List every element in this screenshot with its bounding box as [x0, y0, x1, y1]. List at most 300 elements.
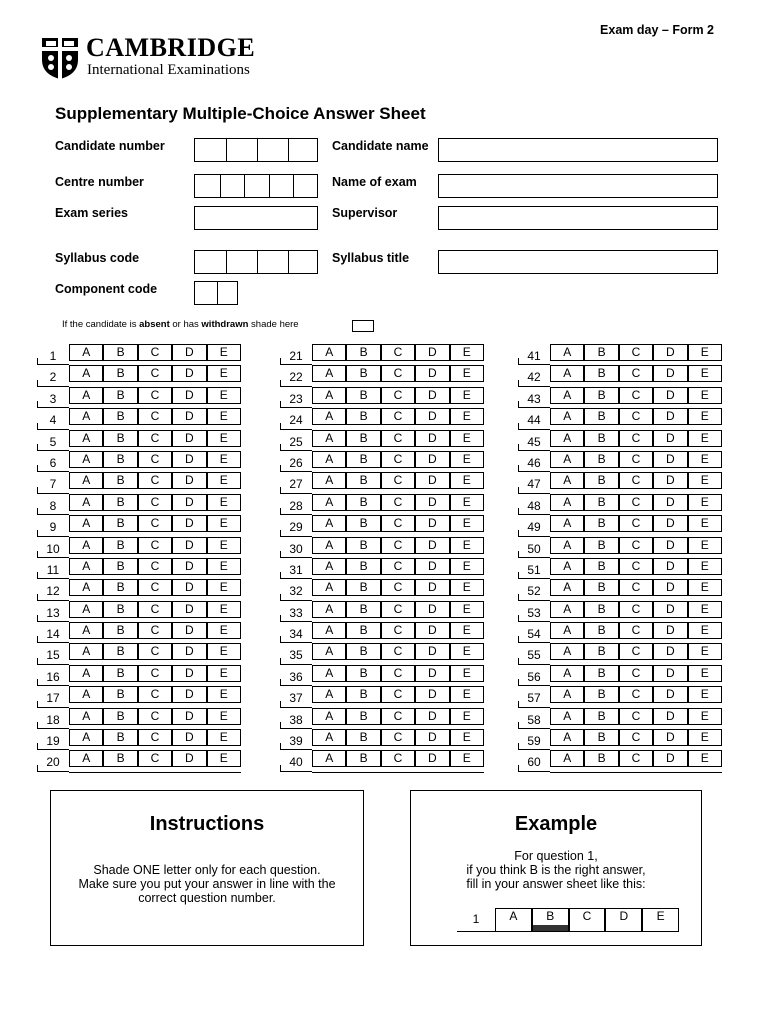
option-e-bubble[interactable]: E — [450, 409, 484, 424]
option-e-bubble[interactable]: E — [450, 602, 484, 617]
option-a-bubble[interactable]: A — [550, 580, 584, 595]
option-d-bubble[interactable]: D — [172, 602, 206, 617]
centre-number-field[interactable] — [194, 174, 318, 198]
option-c-bubble[interactable]: C — [619, 388, 653, 403]
option-d-bubble[interactable]: D — [172, 495, 206, 510]
option-a-bubble[interactable]: A — [69, 559, 103, 574]
option-d-bubble[interactable]: D — [415, 751, 449, 766]
option-e-bubble[interactable]: E — [688, 366, 722, 381]
option-a-bubble[interactable]: A — [312, 388, 346, 403]
option-d-bubble[interactable]: D — [172, 409, 206, 424]
option-b-bubble[interactable]: B — [584, 666, 618, 681]
option-d-bubble[interactable]: D — [653, 730, 687, 745]
option-a-bubble[interactable]: A — [69, 580, 103, 595]
option-c-bubble[interactable]: C — [619, 345, 653, 360]
option-b-bubble[interactable]: B — [103, 366, 137, 381]
option-b-bubble[interactable]: B — [346, 709, 380, 724]
option-a-bubble[interactable]: A — [550, 687, 584, 702]
option-e-bubble[interactable]: E — [688, 516, 722, 531]
option-b-bubble[interactable]: B — [103, 580, 137, 595]
option-d-bubble[interactable]: D — [172, 473, 206, 488]
option-b-bubble[interactable]: B — [346, 751, 380, 766]
option-b-bubble[interactable]: B — [584, 431, 618, 446]
option-c-bubble[interactable]: C — [381, 580, 415, 595]
option-e-bubble[interactable]: E — [688, 409, 722, 424]
option-b-bubble[interactable]: B — [346, 345, 380, 360]
option-e-bubble[interactable]: E — [688, 623, 722, 638]
option-a-bubble[interactable]: A — [312, 559, 346, 574]
option-d-bubble[interactable]: D — [653, 516, 687, 531]
option-b-bubble[interactable]: B — [346, 644, 380, 659]
option-b-bubble[interactable]: B — [103, 687, 137, 702]
option-b-bubble[interactable]: B — [346, 495, 380, 510]
option-d-bubble[interactable]: D — [653, 495, 687, 510]
option-a-bubble[interactable]: A — [312, 709, 346, 724]
option-a-bubble[interactable]: A — [550, 602, 584, 617]
option-b-bubble[interactable]: B — [346, 516, 380, 531]
option-d-bubble[interactable]: D — [172, 366, 206, 381]
option-d-bubble[interactable]: D — [653, 666, 687, 681]
option-e-bubble[interactable]: E — [688, 602, 722, 617]
option-c-bubble[interactable]: C — [381, 730, 415, 745]
option-c-bubble[interactable]: C — [138, 730, 172, 745]
option-c-bubble[interactable]: C — [138, 473, 172, 488]
option-e-bubble[interactable]: E — [207, 516, 241, 531]
option-b-bubble[interactable]: B — [346, 431, 380, 446]
option-a-bubble[interactable]: A — [550, 495, 584, 510]
option-c-bubble[interactable]: C — [138, 388, 172, 403]
option-e-bubble[interactable]: E — [450, 644, 484, 659]
option-b-bubble[interactable]: B — [346, 366, 380, 381]
option-b-bubble[interactable]: B — [103, 751, 137, 766]
option-a-bubble[interactable]: A — [69, 431, 103, 446]
option-e-bubble[interactable]: E — [450, 580, 484, 595]
option-a-bubble[interactable]: A — [312, 602, 346, 617]
option-a-bubble[interactable]: A — [550, 666, 584, 681]
option-d-bubble[interactable]: D — [415, 709, 449, 724]
option-a-bubble[interactable]: A — [550, 516, 584, 531]
option-b-bubble[interactable]: B — [103, 495, 137, 510]
option-c-bubble[interactable]: C — [619, 431, 653, 446]
option-d-bubble[interactable]: D — [172, 751, 206, 766]
option-c-bubble[interactable]: C — [619, 687, 653, 702]
option-b-bubble[interactable]: B — [346, 687, 380, 702]
option-e-bubble[interactable]: E — [450, 366, 484, 381]
component-code-field[interactable] — [194, 281, 238, 305]
option-a-bubble[interactable]: A — [550, 644, 584, 659]
option-a-bubble[interactable]: A — [312, 730, 346, 745]
option-e-bubble[interactable]: E — [688, 345, 722, 360]
option-e-bubble[interactable]: E — [207, 366, 241, 381]
option-c-bubble[interactable]: C — [381, 709, 415, 724]
option-c-bubble[interactable]: C — [138, 687, 172, 702]
option-e-bubble[interactable]: E — [450, 388, 484, 403]
option-c-bubble[interactable]: C — [619, 644, 653, 659]
option-c-bubble[interactable]: C — [619, 730, 653, 745]
option-d-bubble[interactable]: D — [653, 709, 687, 724]
option-a-bubble[interactable]: A — [550, 388, 584, 403]
option-b-bubble[interactable]: B — [584, 687, 618, 702]
option-b-bubble[interactable]: B — [584, 730, 618, 745]
option-c-bubble[interactable]: C — [381, 666, 415, 681]
option-c-bubble[interactable]: C — [138, 709, 172, 724]
option-e-bubble[interactable]: E — [688, 388, 722, 403]
option-b-bubble[interactable]: B — [584, 644, 618, 659]
option-a-bubble[interactable]: A — [69, 602, 103, 617]
option-b-bubble[interactable]: B — [346, 388, 380, 403]
option-a-bubble[interactable]: A — [312, 687, 346, 702]
option-a-bubble[interactable]: A — [550, 751, 584, 766]
option-c-bubble[interactable]: C — [619, 623, 653, 638]
option-e-bubble[interactable]: E — [450, 516, 484, 531]
option-d-bubble[interactable]: D — [653, 345, 687, 360]
option-d-bubble[interactable]: D — [415, 345, 449, 360]
option-b-bubble[interactable]: B — [584, 366, 618, 381]
option-c-bubble[interactable]: C — [138, 751, 172, 766]
option-a-bubble[interactable]: A — [69, 751, 103, 766]
option-e-bubble[interactable]: E — [688, 687, 722, 702]
option-e-bubble[interactable]: E — [207, 644, 241, 659]
option-c-bubble[interactable]: C — [381, 495, 415, 510]
option-c-bubble[interactable]: C — [381, 366, 415, 381]
option-c-bubble[interactable]: C — [381, 431, 415, 446]
syllabus-title-field[interactable] — [438, 250, 718, 274]
option-d-bubble[interactable]: D — [653, 580, 687, 595]
option-b-bubble[interactable]: B — [103, 644, 137, 659]
option-b-bubble[interactable]: B — [346, 559, 380, 574]
option-d-bubble[interactable]: D — [415, 516, 449, 531]
option-a-bubble[interactable]: A — [550, 366, 584, 381]
option-d-bubble[interactable]: D — [653, 409, 687, 424]
option-e-bubble[interactable]: E — [450, 452, 484, 467]
option-a-bubble[interactable]: A — [69, 538, 103, 553]
option-b-bubble[interactable]: B — [103, 409, 137, 424]
option-d-bubble[interactable]: D — [172, 431, 206, 446]
absent-shade-box[interactable] — [352, 320, 374, 332]
option-c-bubble[interactable]: C — [619, 516, 653, 531]
option-e-bubble[interactable]: E — [207, 751, 241, 766]
option-b-bubble[interactable]: B — [346, 452, 380, 467]
option-d-bubble[interactable]: D — [653, 602, 687, 617]
option-a-bubble[interactable]: A — [69, 495, 103, 510]
option-a-bubble[interactable]: A — [69, 409, 103, 424]
option-e-bubble[interactable]: E — [207, 730, 241, 745]
option-b-bubble[interactable]: B — [103, 452, 137, 467]
option-b-bubble[interactable]: B — [103, 559, 137, 574]
option-c-bubble[interactable]: C — [619, 602, 653, 617]
option-c-bubble[interactable]: C — [381, 409, 415, 424]
option-c-bubble[interactable]: C — [381, 687, 415, 702]
option-d-bubble[interactable]: D — [172, 666, 206, 681]
option-c-bubble[interactable]: C — [619, 366, 653, 381]
option-a-bubble[interactable]: A — [550, 473, 584, 488]
option-d-bubble[interactable]: D — [172, 644, 206, 659]
option-a-bubble[interactable]: A — [69, 366, 103, 381]
option-a-bubble[interactable]: A — [550, 431, 584, 446]
option-a-bubble[interactable]: A — [550, 730, 584, 745]
option-d-bubble[interactable]: D — [415, 366, 449, 381]
option-d-bubble[interactable]: D — [653, 538, 687, 553]
option-d-bubble[interactable]: D — [172, 388, 206, 403]
option-d-bubble[interactable]: D — [172, 516, 206, 531]
option-c-bubble[interactable]: C — [619, 709, 653, 724]
option-a-bubble[interactable]: A — [550, 709, 584, 724]
option-d-bubble[interactable]: D — [415, 687, 449, 702]
option-a-bubble[interactable]: A — [550, 345, 584, 360]
option-c-bubble[interactable]: C — [138, 666, 172, 681]
option-c-bubble[interactable]: C — [619, 538, 653, 553]
option-a-bubble[interactable]: A — [69, 623, 103, 638]
option-b-bubble[interactable]: B — [103, 602, 137, 617]
option-c-bubble[interactable]: C — [381, 388, 415, 403]
option-c-bubble[interactable]: C — [381, 751, 415, 766]
option-c-bubble[interactable]: C — [138, 516, 172, 531]
exam-series-field[interactable] — [194, 206, 318, 230]
option-e-bubble[interactable]: E — [207, 559, 241, 574]
option-d-bubble[interactable]: D — [172, 345, 206, 360]
option-b-bubble[interactable]: B — [584, 516, 618, 531]
option-c-bubble[interactable]: C — [138, 366, 172, 381]
option-e-bubble[interactable]: E — [207, 709, 241, 724]
option-e-bubble[interactable]: E — [207, 538, 241, 553]
option-b-bubble[interactable]: B — [346, 580, 380, 595]
option-a-bubble[interactable]: A — [69, 452, 103, 467]
candidate-name-field[interactable] — [438, 138, 718, 162]
option-a-bubble[interactable]: A — [69, 687, 103, 702]
option-a-bubble[interactable]: A — [312, 345, 346, 360]
option-d-bubble[interactable]: D — [653, 473, 687, 488]
option-e-bubble[interactable]: E — [207, 452, 241, 467]
option-a-bubble[interactable]: A — [312, 751, 346, 766]
option-c-bubble[interactable]: C — [381, 516, 415, 531]
option-e-bubble[interactable]: E — [207, 495, 241, 510]
option-c-bubble[interactable]: C — [138, 580, 172, 595]
option-c-bubble[interactable]: C — [381, 644, 415, 659]
option-e-bubble[interactable]: E — [207, 388, 241, 403]
option-d-bubble[interactable]: D — [415, 559, 449, 574]
option-d-bubble[interactable]: D — [415, 538, 449, 553]
supervisor-field[interactable] — [438, 206, 718, 230]
option-d-bubble[interactable]: D — [415, 580, 449, 595]
option-d-bubble[interactable]: D — [415, 730, 449, 745]
option-e-bubble[interactable]: E — [688, 495, 722, 510]
option-a-bubble[interactable]: A — [312, 644, 346, 659]
option-b-bubble[interactable]: B — [584, 538, 618, 553]
option-b-bubble[interactable]: B — [584, 345, 618, 360]
option-a-bubble[interactable]: A — [312, 580, 346, 595]
option-c-bubble[interactable]: C — [381, 538, 415, 553]
option-b-bubble[interactable]: B — [103, 623, 137, 638]
option-e-bubble[interactable]: E — [450, 730, 484, 745]
option-b-bubble[interactable]: B — [103, 666, 137, 681]
option-d-bubble[interactable]: D — [653, 644, 687, 659]
option-a-bubble[interactable]: A — [312, 452, 346, 467]
option-b-bubble[interactable]: B — [584, 580, 618, 595]
option-d-bubble[interactable]: D — [415, 495, 449, 510]
option-a-bubble[interactable]: A — [312, 409, 346, 424]
option-c-bubble[interactable]: C — [619, 473, 653, 488]
option-c-bubble[interactable]: C — [138, 623, 172, 638]
option-c-bubble[interactable]: C — [619, 559, 653, 574]
option-e-bubble[interactable]: E — [450, 431, 484, 446]
option-b-bubble[interactable]: B — [346, 602, 380, 617]
option-e-bubble[interactable]: E — [450, 559, 484, 574]
option-c-bubble[interactable]: C — [619, 751, 653, 766]
option-a-bubble[interactable]: A — [69, 644, 103, 659]
option-c-bubble[interactable]: C — [381, 473, 415, 488]
option-b-bubble[interactable]: B — [346, 623, 380, 638]
option-d-bubble[interactable]: D — [653, 431, 687, 446]
option-d-bubble[interactable]: D — [172, 730, 206, 745]
option-a-bubble[interactable]: A — [550, 409, 584, 424]
option-e-bubble[interactable]: E — [688, 730, 722, 745]
option-a-bubble[interactable]: A — [312, 366, 346, 381]
option-c-bubble[interactable]: C — [381, 452, 415, 467]
option-b-bubble[interactable]: B — [346, 409, 380, 424]
option-b-bubble[interactable]: B — [346, 666, 380, 681]
option-c-bubble[interactable]: C — [381, 602, 415, 617]
option-c-bubble[interactable]: C — [381, 345, 415, 360]
option-a-bubble[interactable]: A — [550, 623, 584, 638]
option-c-bubble[interactable]: C — [138, 538, 172, 553]
option-e-bubble[interactable]: E — [688, 709, 722, 724]
option-e-bubble[interactable]: E — [207, 345, 241, 360]
option-d-bubble[interactable]: D — [172, 687, 206, 702]
option-e-bubble[interactable]: E — [450, 709, 484, 724]
option-a-bubble[interactable]: A — [312, 623, 346, 638]
option-c-bubble[interactable]: C — [138, 559, 172, 574]
option-b-bubble[interactable]: B — [584, 623, 618, 638]
option-e-bubble[interactable]: E — [450, 751, 484, 766]
option-b-bubble[interactable]: B — [584, 409, 618, 424]
option-c-bubble[interactable]: C — [138, 452, 172, 467]
option-b-bubble[interactable]: B — [584, 452, 618, 467]
option-c-bubble[interactable]: C — [619, 495, 653, 510]
option-e-bubble[interactable]: E — [207, 409, 241, 424]
option-e-bubble[interactable]: E — [207, 580, 241, 595]
candidate-number-field[interactable] — [194, 138, 318, 162]
option-d-bubble[interactable]: D — [653, 687, 687, 702]
option-b-bubble[interactable]: B — [103, 473, 137, 488]
option-c-bubble[interactable]: C — [619, 452, 653, 467]
option-b-bubble[interactable]: B — [584, 559, 618, 574]
option-a-bubble[interactable]: A — [69, 516, 103, 531]
option-b-bubble[interactable]: B — [584, 602, 618, 617]
option-c-bubble[interactable]: C — [381, 559, 415, 574]
option-b-bubble[interactable]: B — [584, 709, 618, 724]
option-a-bubble[interactable]: A — [69, 666, 103, 681]
option-c-bubble[interactable]: C — [619, 580, 653, 595]
option-b-bubble[interactable]: B — [346, 538, 380, 553]
option-e-bubble[interactable]: E — [688, 580, 722, 595]
option-c-bubble[interactable]: C — [138, 644, 172, 659]
option-a-bubble[interactable]: A — [69, 473, 103, 488]
option-b-bubble[interactable]: B — [103, 709, 137, 724]
option-c-bubble[interactable]: C — [619, 409, 653, 424]
option-e-bubble[interactable]: E — [207, 666, 241, 681]
option-b-bubble[interactable]: B — [103, 730, 137, 745]
option-e-bubble[interactable]: E — [207, 602, 241, 617]
option-b-bubble[interactable]: B — [346, 473, 380, 488]
option-d-bubble[interactable]: D — [653, 559, 687, 574]
option-b-bubble[interactable]: B — [584, 495, 618, 510]
option-e-bubble[interactable]: E — [688, 431, 722, 446]
option-a-bubble[interactable]: A — [312, 538, 346, 553]
option-e-bubble[interactable]: E — [207, 473, 241, 488]
option-e-bubble[interactable]: E — [688, 644, 722, 659]
option-d-bubble[interactable]: D — [653, 366, 687, 381]
option-c-bubble[interactable]: C — [619, 666, 653, 681]
option-d-bubble[interactable]: D — [415, 431, 449, 446]
option-e-bubble[interactable]: E — [450, 687, 484, 702]
option-d-bubble[interactable]: D — [172, 452, 206, 467]
option-d-bubble[interactable]: D — [415, 388, 449, 403]
option-e-bubble[interactable]: E — [450, 495, 484, 510]
option-c-bubble[interactable]: C — [138, 431, 172, 446]
option-a-bubble[interactable]: A — [550, 538, 584, 553]
option-a-bubble[interactable]: A — [69, 709, 103, 724]
syllabus-code-field[interactable] — [194, 250, 318, 274]
option-a-bubble[interactable]: A — [550, 559, 584, 574]
option-e-bubble[interactable]: E — [688, 473, 722, 488]
option-e-bubble[interactable]: E — [688, 751, 722, 766]
option-e-bubble[interactable]: E — [450, 538, 484, 553]
option-d-bubble[interactable]: D — [415, 473, 449, 488]
option-e-bubble[interactable]: E — [450, 623, 484, 638]
option-d-bubble[interactable]: D — [172, 623, 206, 638]
option-c-bubble[interactable]: C — [381, 623, 415, 638]
option-b-bubble[interactable]: B — [103, 538, 137, 553]
option-c-bubble[interactable]: C — [138, 345, 172, 360]
option-b-bubble[interactable]: B — [103, 388, 137, 403]
option-b-bubble[interactable]: B — [584, 388, 618, 403]
option-a-bubble[interactable]: A — [312, 473, 346, 488]
option-b-bubble[interactable]: B — [103, 431, 137, 446]
option-a-bubble[interactable]: A — [69, 345, 103, 360]
option-a-bubble[interactable]: A — [550, 452, 584, 467]
option-d-bubble[interactable]: D — [653, 751, 687, 766]
option-b-bubble[interactable]: B — [584, 751, 618, 766]
option-a-bubble[interactable]: A — [312, 431, 346, 446]
option-b-bubble[interactable]: B — [346, 730, 380, 745]
option-b-bubble[interactable]: B — [103, 516, 137, 531]
option-d-bubble[interactable]: D — [415, 409, 449, 424]
option-e-bubble[interactable]: E — [450, 345, 484, 360]
option-a-bubble[interactable]: A — [312, 666, 346, 681]
option-d-bubble[interactable]: D — [172, 559, 206, 574]
option-d-bubble[interactable]: D — [415, 602, 449, 617]
option-e-bubble[interactable]: E — [207, 431, 241, 446]
option-a-bubble[interactable]: A — [312, 495, 346, 510]
option-d-bubble[interactable]: D — [653, 623, 687, 638]
option-e-bubble[interactable]: E — [450, 666, 484, 681]
option-e-bubble[interactable]: E — [688, 452, 722, 467]
option-d-bubble[interactable]: D — [172, 538, 206, 553]
option-d-bubble[interactable]: D — [415, 666, 449, 681]
option-b-bubble[interactable]: B — [103, 345, 137, 360]
option-d-bubble[interactable]: D — [653, 388, 687, 403]
option-d-bubble[interactable]: D — [172, 709, 206, 724]
option-a-bubble[interactable]: A — [312, 516, 346, 531]
option-d-bubble[interactable]: D — [653, 452, 687, 467]
name-of-exam-field[interactable] — [438, 174, 718, 198]
option-a-bubble[interactable]: A — [69, 730, 103, 745]
option-d-bubble[interactable]: D — [415, 644, 449, 659]
option-d-bubble[interactable]: D — [415, 452, 449, 467]
option-e-bubble[interactable]: E — [688, 559, 722, 574]
option-d-bubble[interactable]: D — [172, 580, 206, 595]
option-b-bubble[interactable]: B — [584, 473, 618, 488]
